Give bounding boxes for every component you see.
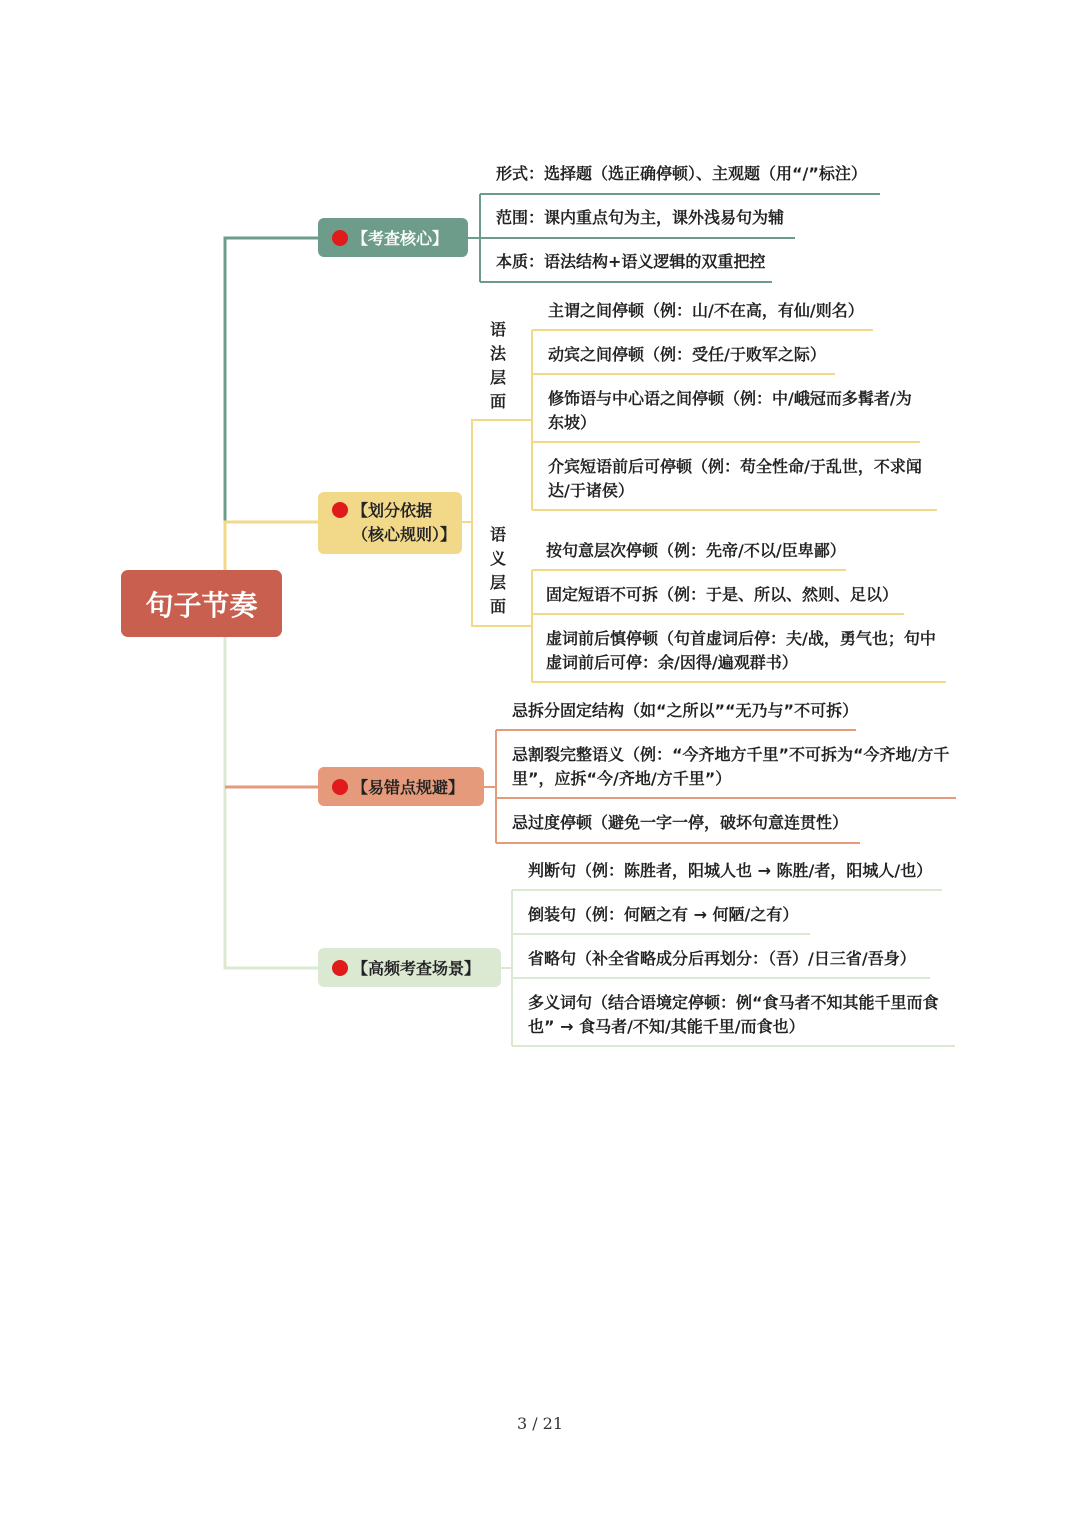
leaf-item: 忌割裂完整语义（例：“今齐地方千里”不可拆为“今齐地/方千 里”，应拆“今/齐地/方千里”） xyxy=(512,745,950,788)
page-number: 3 / 21 xyxy=(516,1414,564,1433)
leaf-item: 多义词句（结合语境定停顿：例“食马者不知其能千里而食 也” → 食马者/不知/其能千里/而食也） xyxy=(528,993,939,1036)
leaf-item: 主谓之间停顿（例：山/不在高，有仙/则名） xyxy=(548,301,864,320)
red-dot-icon xyxy=(332,779,348,795)
group-label-grammar: 语 法 层 面 xyxy=(489,320,506,411)
leaf-item: 倒装句（例：何陋之有 → 何陋/之有） xyxy=(528,905,799,924)
leaf-item: 省略句（补全省略成分后再划分：（吾）/日三省/吾身） xyxy=(528,949,916,968)
branch-label: 【考查核心】 xyxy=(352,229,449,248)
leaf-item: 按句意层次停顿（例：先帝/不以/臣卑鄙） xyxy=(546,541,846,560)
branch-error-avoidance xyxy=(318,767,484,806)
leaf-item: 形式：选择题（选正确停顿）、主观题（用“/”标注） xyxy=(496,164,867,183)
leaf-item: 判断句（例：陈胜者，阳城人也 → 陈胜/者，阳城人/也） xyxy=(528,861,933,880)
branch-division-basis xyxy=(318,492,462,554)
branch-frequent-scenarios xyxy=(318,948,501,987)
leaf-item: 虚词前后慎停顿（句首虚词后停：夫/战，勇气也；句中 虚词前后可停：余/因得/遍观群书） xyxy=(546,629,936,672)
leaf-item: 介宾短语前后可停顿（例：苟全性命/于乱世，不求闻 达/于诸侯） xyxy=(548,457,922,500)
leaf-item: 忌拆分固定结构（如“之所以”“无乃与”不可拆） xyxy=(512,701,859,720)
leaf-item: 范围：课内重点句为主，课外浅易句为辅 xyxy=(496,208,785,227)
leaf-item: 忌过度停顿（避免一字一停，破坏句意连贯性） xyxy=(512,813,849,832)
branch-label: 【高频考查场景】 xyxy=(352,959,481,978)
branch-label: 【划分依据 （核心规则）】 xyxy=(352,501,457,544)
leaf-item: 本质：语法结构+语义逻辑的双重把控 xyxy=(496,252,766,271)
group-label-semantic: 语 义 层 面 xyxy=(489,525,506,616)
red-dot-icon xyxy=(332,960,348,976)
red-dot-icon xyxy=(332,502,348,518)
leaf-item: 固定短语不可拆（例：于是、所以、然则、足以） xyxy=(546,585,899,604)
leaf-item: 修饰语与中心语之间停顿（例：中/峨冠而多髯者/为 东坡） xyxy=(548,389,912,432)
root-node: 句子节奏 xyxy=(121,570,282,637)
branch-label: 【易错点规避】 xyxy=(352,778,465,797)
leaf-item: 动宾之间停顿（例：受任/于败军之际） xyxy=(548,345,826,364)
branch-exam-core xyxy=(318,218,468,257)
red-dot-icon xyxy=(332,230,348,246)
